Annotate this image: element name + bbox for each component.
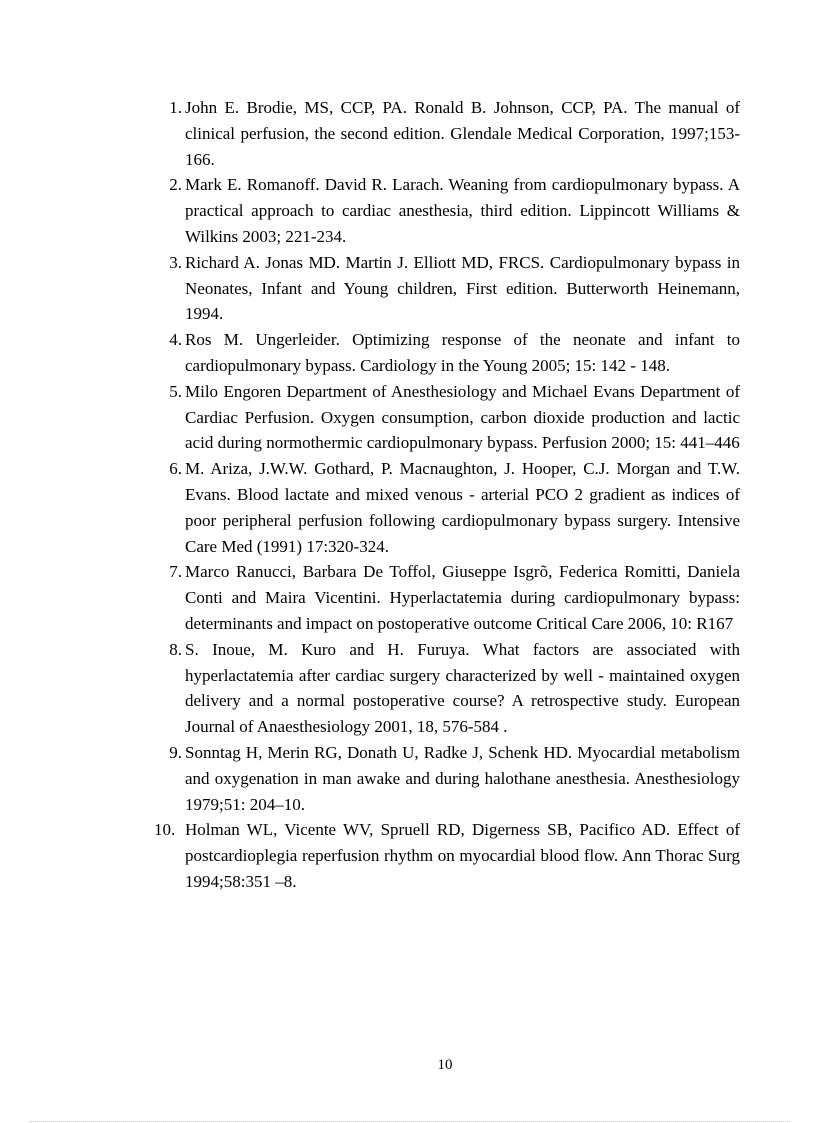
reference-item: [156, 327, 740, 379]
reference-item: [156, 817, 740, 894]
reference-item: [156, 456, 740, 559]
reference-number: 9.: [169, 742, 182, 762]
reference-item: [156, 740, 740, 817]
reference-text: Richard A. Jonas MD. Martin J. Elliott MD, FRCS. Cardiopulmonary bypass in Neonates, Infant and Young children, First edition. Butterworth Heinemann, 1994.: [185, 252, 740, 324]
page-number: 10: [437, 1057, 453, 1073]
reference-text: Holman WL, Vicente WV, Spruell RD, Digerness SB, Pacifico AD. Effect of postcardioplegia reperfusion rhythm on myocardial blood flow. Ann Thorac Surg 1994;58:351 –8.: [185, 820, 740, 891]
reference-text: Marco Ranucci, Barbara De Toffol, Giuseppe Isgrõ, Federica Romitti, Daniela Conti and Maira Vicentini. Hyperlactatemia during cardiopulmonary bypass: determinants and impact on postoperative outcome Critical Care 2006, 10: R167: [185, 562, 740, 633]
reference-item: [156, 379, 740, 456]
reference-number: 8.: [169, 639, 182, 659]
reference-text: Ros M. Ungerleider. Optimizing response of the neonate and infant to cardiopulmonary bypass. Cardiology in the Young 2005; 15: 142 - 148.: [185, 330, 740, 375]
reference-number: 5.: [169, 381, 182, 401]
reference-text: John E. Brodie, MS, CCP, PA. Ronald B. Johnson, CCP, PA. The manual of clinical perfusion, the second edition. Glendale Medical Corporation, 1997;153-166.: [185, 98, 740, 169]
reference-list: [156, 95, 740, 895]
reference-text: M. Ariza, J.W.W. Gothard, P. Macnaughton, J. Hooper, C.J. Morgan and T.W. Evans. Blood lactate and mixed venous - arterial PCO 2 gradient as indices of poor peripheral perfusion following cardiopulmonary bypass surgery. Intensive Care Med (1991) 17:320-324.: [185, 459, 740, 556]
footer-divider: [30, 1121, 790, 1122]
reference-number: 10.: [154, 820, 176, 840]
reference-number: 1.: [169, 98, 182, 117]
reference-item: [156, 637, 740, 740]
reference-number: 6.: [169, 459, 182, 479]
reference-item: [156, 559, 740, 636]
reference-text: Milo Engoren Department of Anesthesiology and Michael Evans Department of Cardiac Perfusion. Oxygen consumption, carbon dioxide production and lactic acid during normothermic cardiopulmonary bypass. Perfusion 2000; 15: 441–446: [185, 381, 740, 453]
reference-text: Sonntag H, Merin RG, Donath U, Radke J, Schenk HD. Myocardial metabolism and oxygenation in man awake and during halothane anesthesia. Anesthesiology 1979;51: 204–10.: [185, 742, 740, 814]
reference-number: 2.: [169, 175, 182, 195]
reference-text: Mark E. Romanoff. David R. Larach. Weaning from cardiopulmonary bypass. A practical approach to cardiac anesthesia, third edition. Lippincott Williams & Wilkins 2003; 221-234.: [185, 175, 740, 246]
reference-item: [156, 250, 740, 327]
reference-text: S. Inoue, M. Kuro and H. Furuya. What factors are associated with hyperlactatemia after cardiac surgery characterized by well - maintained oxygen delivery and a normal postoperative course? A retrospective study. European Journal of Anaesthesiology 2001, 18, 576-584 .: [185, 639, 740, 737]
reference-item: [156, 95, 740, 172]
reference-number: 3.: [169, 252, 182, 272]
reference-number: 4.: [169, 330, 182, 350]
reference-number: 7.: [169, 562, 182, 582]
reference-item: [156, 172, 740, 249]
